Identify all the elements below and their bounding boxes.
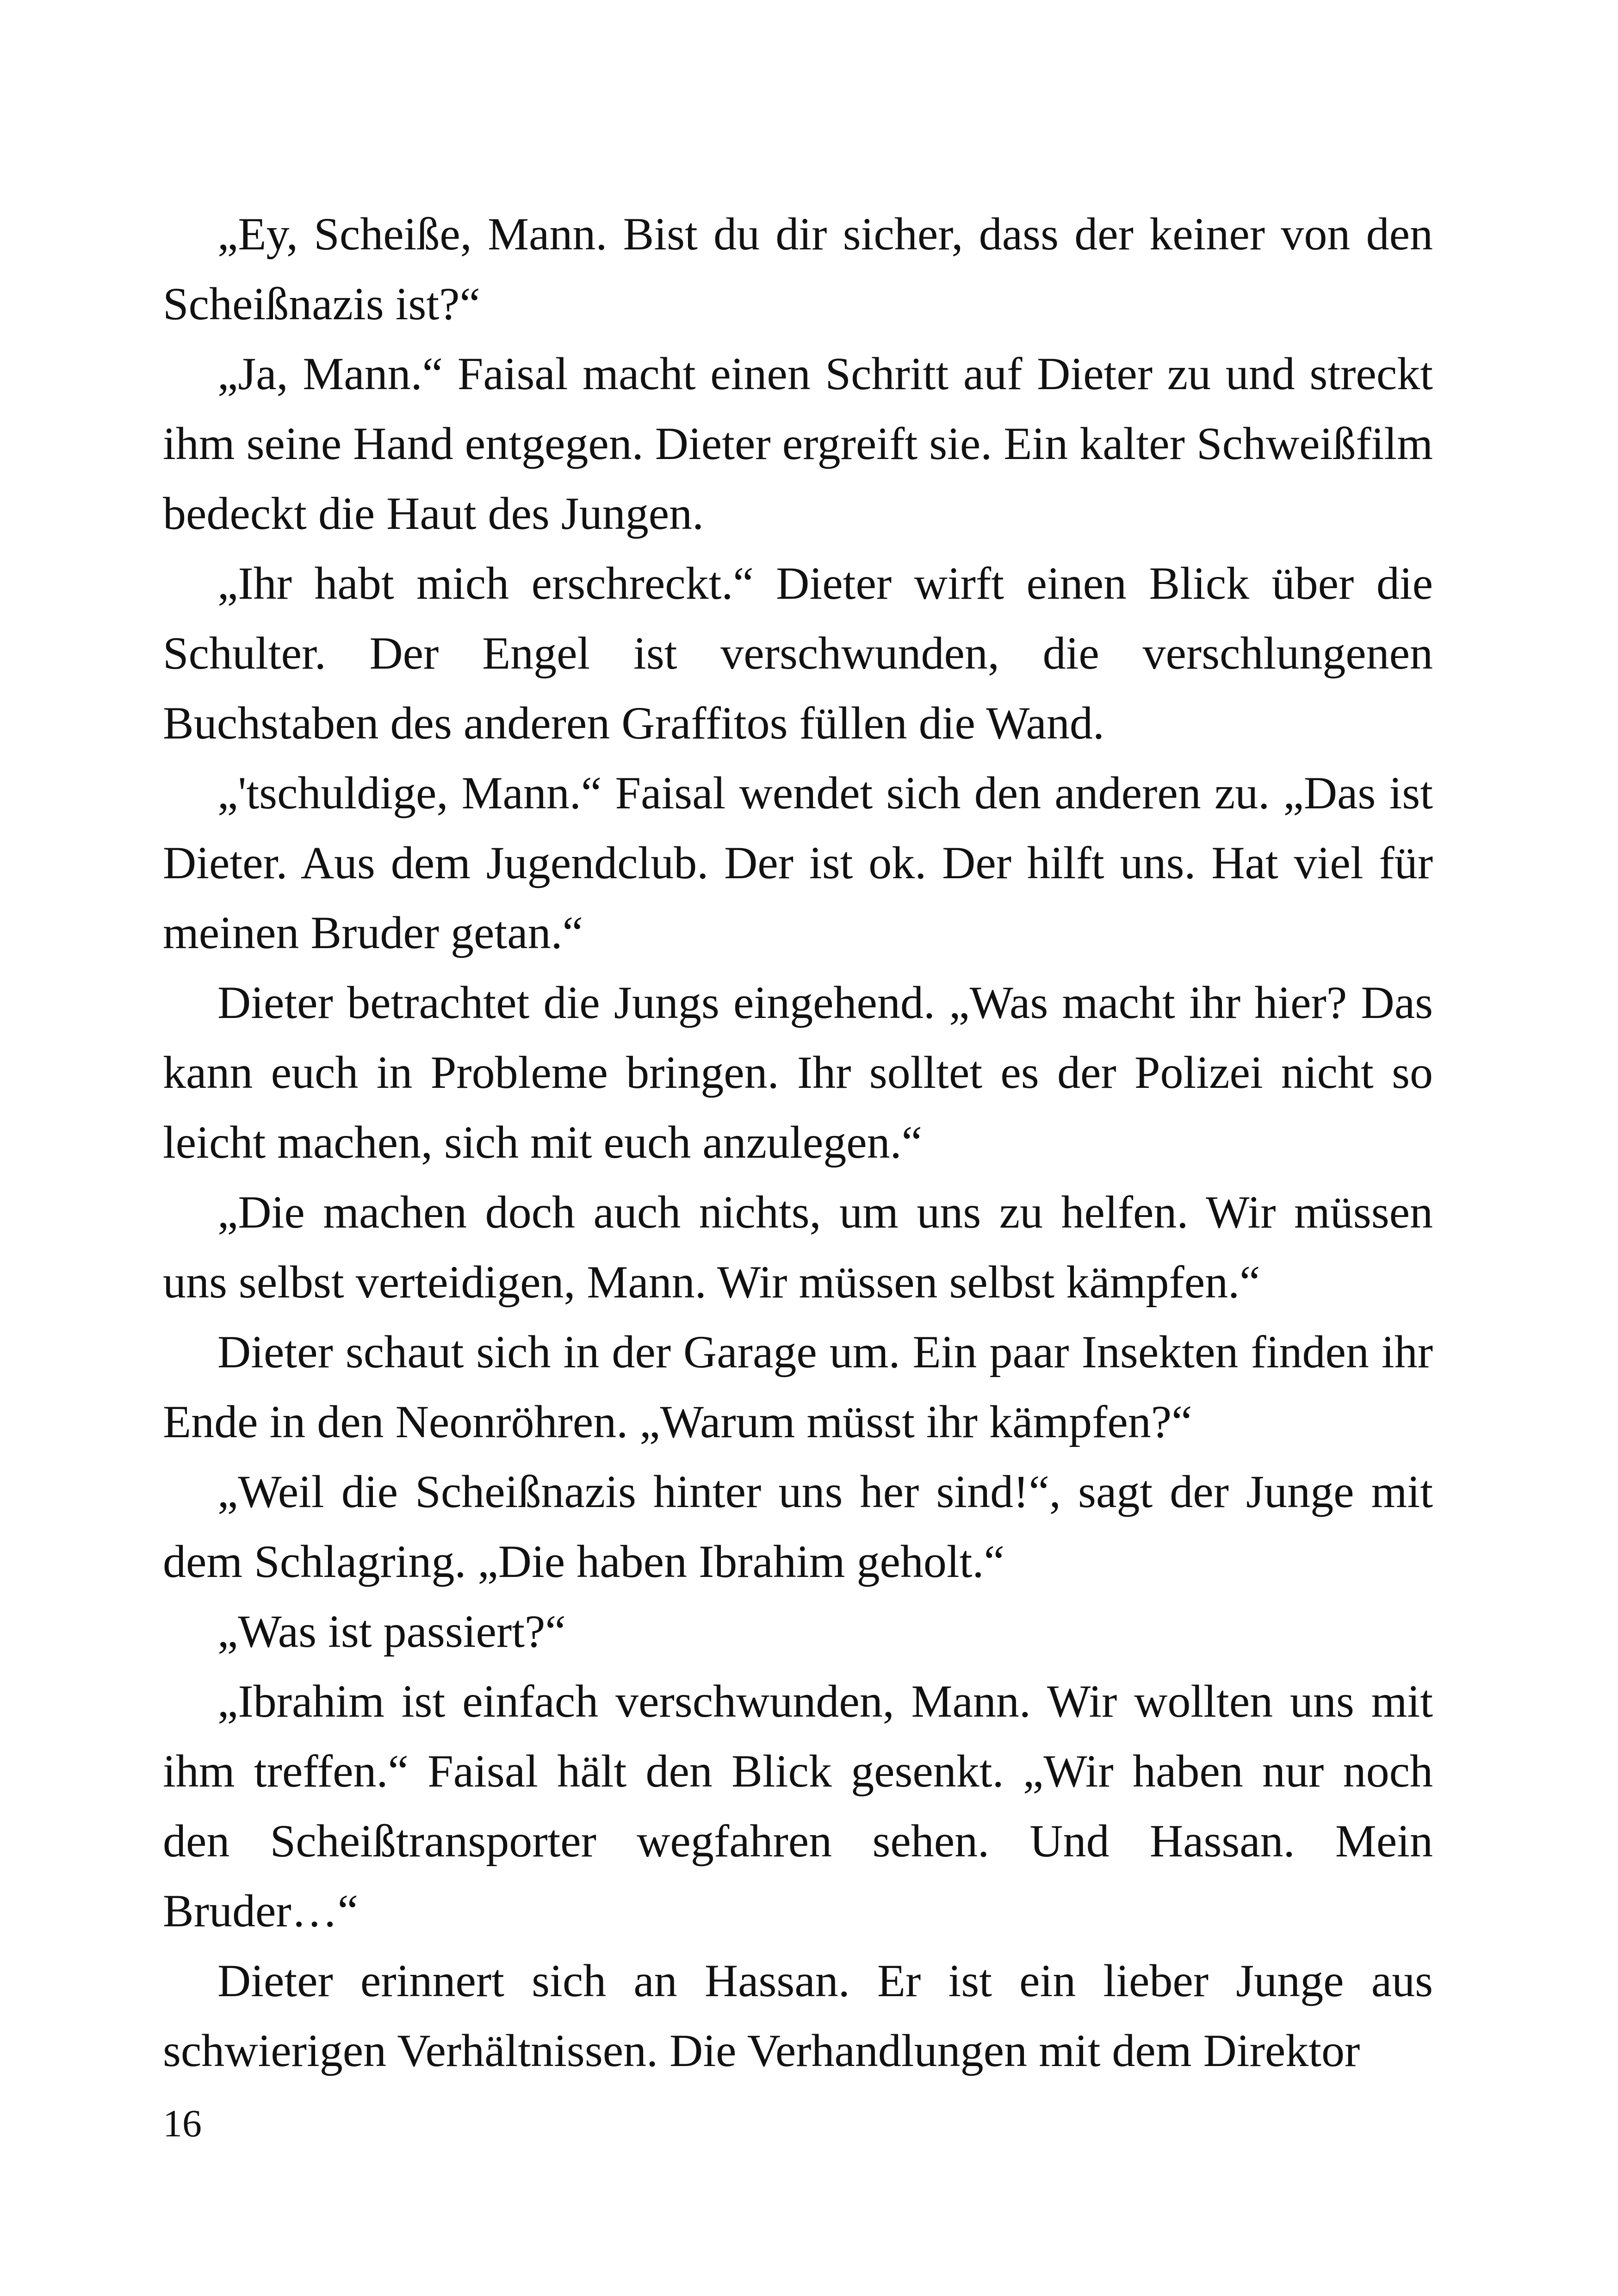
paragraph: „Was ist passiert?“ — [217, 1606, 566, 1657]
paragraph: „Ihr habt mich erschreckt.“ Dieter wirft einen Blick über die Schulter. Der Engel ist verschwunden, die verschlungenen Buchstaben des anderen Graffitos füllen die Wand. — [163, 558, 1433, 749]
paragraph: Dieter betrachtet die Jungs eingehend. „Was macht ihr hier? Das kann euch in Probleme bringen. Ihr solltet es der Polizei nicht so leicht machen, sich mit euch anzulegen.“ — [163, 977, 1433, 1168]
paragraph: „Ja, Mann.“ Faisal macht einen Schritt auf Dieter zu und streckt ihm seine Hand entgegen. Dieter ergreift sie. Ein kalter Schweißfilm bedeckt die Haut des Jungen. — [163, 348, 1433, 539]
body-text — [163, 199, 1433, 2085]
paragraph: „Weil die Scheißnazis hinter uns her sind!“, sagt der Junge mit dem Schlagring. „Die haben Ibrahim geholt.“ — [163, 1466, 1433, 1587]
page-number: 16 — [163, 2102, 202, 2145]
paragraph: „Ey, Scheiße, Mann. Bist du dir sicher, dass der keiner von den Scheißnazis ist?“ — [163, 208, 1433, 329]
paragraph: „'tschuldige, Mann.“ Faisal wendet sich den anderen zu. „Das ist Dieter. Aus dem Jugendclub. Der ist ok. Der hilft uns. Hat viel für meinen Bruder getan.“ — [163, 767, 1433, 958]
paragraph: Dieter schaut sich in der Garage um. Ein paar Insekten finden ihr Ende in den Neonröhren. „Warum müsst ihr kämpfen?“ — [163, 1326, 1433, 1447]
paragraph: „Die machen doch auch nichts, um uns zu helfen. Wir müssen uns selbst verteidigen, Mann. Wir müssen selbst kämpfen.“ — [163, 1186, 1433, 1308]
paragraph: Dieter erinnert sich an Hassan. Er ist ein lieber Junge aus schwierigen Verhältnissen. Die Verhandlungen mit dem Direktor — [163, 1955, 1433, 2076]
paragraph: „Ibrahim ist einfach verschwunden, Mann. Wir wollten uns mit ihm treffen.“ Faisal hält den Blick gesenkt. „Wir haben nur noch den Scheißtransporter wegfahren sehen. Und Hassan. Mein Bruder…“ — [163, 1675, 1433, 1936]
